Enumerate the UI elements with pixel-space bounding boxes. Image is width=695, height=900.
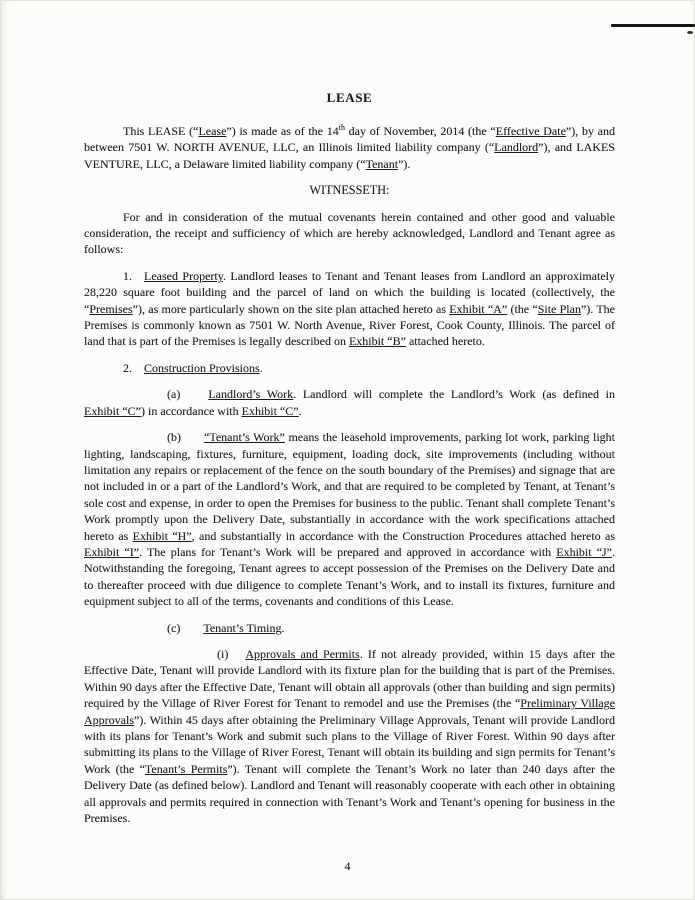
exhibit-i-reference: Exhibit “I” — [84, 544, 140, 559]
exhibit-a-reference: Exhibit “A” — [449, 301, 508, 316]
heading-landlords-work: Landlord’s Work — [208, 387, 294, 402]
text-run: ”), by and between 7501 W. NORTH AVENUE, LLC, an Illinois limited liability company (“ — [84, 124, 615, 155]
exhibit-c-reference: Exhibit “C” — [84, 403, 141, 418]
exhibit-j-reference: Exhibit “J” — [556, 544, 613, 559]
paragraph-intro — [84, 123, 615, 172]
text-run: ”). — [398, 156, 411, 171]
tab-spacer — [132, 279, 144, 280]
document-title: LEASE — [326, 90, 373, 105]
text-run: . If not already provided, within 15 days after the Effective Date, Tenant will provide Landlord with its fixture plan for the building that is part of the Premises. Within 90 days after the Effective Date, Tenant will obtain all approvals (other than building and sign permits) required by the Village of River Forest for Tenant to remodel and use the Premises (the “ — [84, 646, 615, 711]
section-number: 2. — [123, 360, 132, 375]
witnesseth-heading: WITNESSETH: — [309, 183, 390, 198]
section-roman: (i) — [217, 646, 229, 661]
tab-spacer — [132, 371, 144, 372]
text-run: day of November, 2014 (the “ — [344, 124, 496, 138]
term-tenants-work: “Tenant’s Work” — [204, 430, 285, 445]
section-letter: (c) — [167, 620, 181, 635]
text-run: attached hereto. — [405, 334, 485, 349]
term-lease: Lease — [198, 124, 227, 138]
exhibit-c-reference: Exhibit “C” — [241, 403, 299, 418]
term-tenants-permits: Tenant’s Permits — [144, 761, 228, 776]
text-run: ) in accordance with — [141, 403, 242, 418]
text-run: . Notwithstanding the foregoing, Tenant agrees to accept possession of the Premises on the Delivery Date and to thereafter proceed with due diligence to complete Tenant’s Work, and to install its fixtures, furniture and equipment subject to all of the terms, covenants and conditions of this Lease. — [84, 544, 616, 609]
section-letter: (b) — [167, 430, 181, 445]
text-run: . — [298, 403, 302, 418]
text-run: ”), and LAKES VENTURE, LLC, a Delaware limited liability company (“ — [84, 140, 615, 171]
page-number: 4 — [344, 859, 351, 873]
heading-leased-property: Leased Property — [144, 268, 223, 283]
heading-construction-provisions: Construction Provisions — [144, 360, 260, 375]
tab-spacer — [181, 440, 204, 441]
text-run: . The plans for Tenant’s Work will be prepared and approved in accordance with — [139, 544, 557, 559]
tab-spacer — [180, 397, 208, 398]
text-run: . — [281, 620, 285, 635]
text-run: For and in consideration of the mutual covenants herein contained and other good and valuable consideration, the receipt and sufficiency of which are hereby acknowledged, Landlord and Tenant agree as follows: — [84, 209, 615, 257]
term-premises: Premises — [89, 301, 133, 316]
text-run: This LEASE (“ — [123, 124, 199, 138]
text-run: ”). Within 45 days after obtaining the Preliminary Village Approvals, Tenant will provide Landlord with its plans for Tenant’s Work and submit such plans to the Village of River Forest. Within 90 days after submitting its plans to the Village of River Forest, Tenant will obtain its building and sign permits for Tenant’s Work (the “ — [84, 712, 615, 776]
section-letter: (a) — [167, 387, 181, 402]
section-number: 1. — [123, 268, 132, 283]
term-landlord: Landlord — [494, 140, 539, 155]
text-run: . Landlord leases to Tenant and Tenant leases from Landlord an approximately 28,220 square foot building and the parcel of land on which the building is located (collectively, the “ — [84, 268, 615, 316]
text-run: . — [259, 360, 263, 375]
ordinal-suffix: th — [338, 123, 345, 132]
text-run: (the “ — [507, 301, 538, 316]
text-run: ”), as more particularly shown on the site plan attached hereto as — [132, 301, 450, 316]
term-tenant: Tenant — [365, 156, 399, 171]
text-run: . Landlord will complete the Landlord’s Work (as defined in — [293, 387, 615, 402]
term-effective-date: Effective Date — [495, 124, 566, 138]
scan-artifact-line — [611, 24, 695, 27]
section-2ci-approvals-and-permits — [84, 646, 615, 826]
section-2a-landlords-work — [84, 386, 615, 419]
text-run: ”). The Premises is commonly known as 7501 W. North Avenue, River Forest, Cook County, Illinois. The parcel of land that is part of the Premises is legally described on — [84, 301, 615, 349]
term-preliminary-village-approvals: Preliminary Village Approvals — [84, 696, 615, 727]
text-run: ”) is made as of the 14 — [226, 124, 339, 138]
heading-approvals-and-permits: Approvals and Permits — [245, 646, 360, 661]
tab-spacer — [228, 657, 245, 658]
exhibit-b-reference: Exhibit “B” — [348, 334, 406, 349]
term-site-plan: Site Plan — [537, 301, 581, 316]
heading-tenants-timing: Tenant’s Timing — [203, 620, 282, 635]
exhibit-h-reference: Exhibit “H” — [132, 528, 192, 543]
scan-artifact-speck — [687, 31, 693, 34]
section-2c-tenants-timing — [84, 620, 615, 636]
paragraph-consideration — [84, 209, 615, 258]
tab-spacer — [180, 631, 203, 632]
section-2b-tenants-work — [84, 429, 615, 609]
text-run: ”). Tenant will complete the Tenant’s Work no later than 240 days after the Delivery Date (as defined below). Landlord and Tenant will reasonably cooperate with each other in obtaining all approvals and permits required in connection with Tenant’s Work and Tenant’s opening for business in the Premises. — [84, 761, 615, 826]
text-run: , and substantially in accordance with the Construction Procedures attached hereto as — [191, 528, 615, 543]
section-2-construction-provisions — [84, 360, 615, 376]
text-run: means the leasehold improvements, parking lot work, parking light lighting, landscaping, fixtures, furniture, equipment, loading dock, site improvements (including without limitation any repairs or replacement of the fence on the south boundary of the Premises) and signage that are not included in or a part of the Landlord’s Work, and that are required to be completed by Tenant, at Tenant’s sole cost and expense, in order to open the Premises for business to the public. Tenant shall complete Tenant’s Work promptly upon the Delivery Date, substantially in accordance with the work specifications attached hereto as — [84, 430, 615, 543]
section-1-leased-property — [84, 268, 615, 350]
